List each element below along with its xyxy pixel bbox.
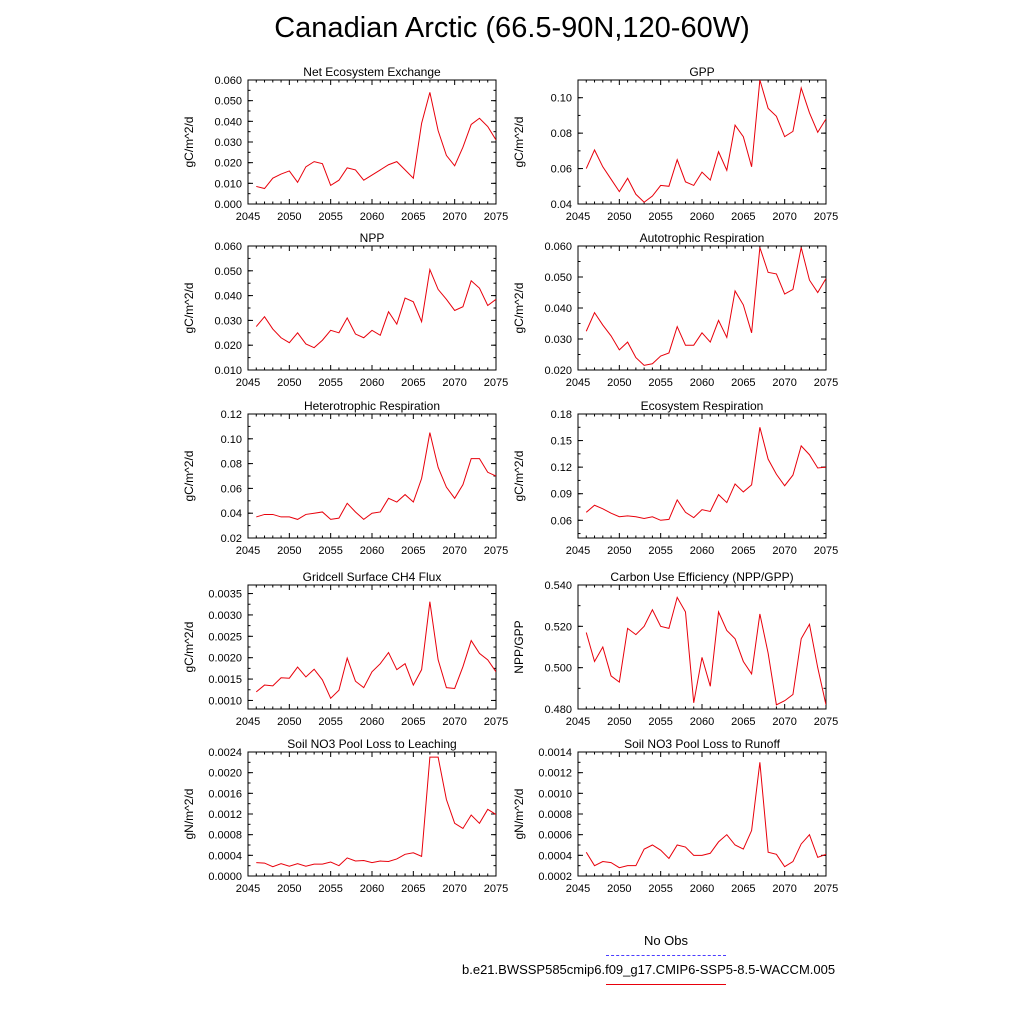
panel-5-x-tick-label: 2045 [235, 545, 261, 557]
panel-4-x-tick-label: 2050 [607, 377, 632, 389]
panel-4-x-tick-label: 2070 [772, 377, 797, 389]
panel-1-y-tick-label: 0.050 [214, 95, 242, 108]
panel-7-x-tick-label: 2055 [318, 716, 343, 728]
panel-3-x-tick-label: 2075 [483, 377, 509, 389]
panel-1-x-tick-label: 2045 [235, 211, 261, 223]
panel-7-title: Gridcell Surface CH4 Flux [302, 570, 442, 584]
panel-7-x-tick-label: 2050 [277, 716, 302, 728]
panel-3-y-tick-label: 0.010 [214, 365, 242, 377]
panel-5-y-tick-label: 0.02 [220, 533, 242, 545]
panel-5-y-tick-label: 0.12 [220, 409, 242, 421]
panel-1-y-tick-label: 0.030 [214, 137, 242, 149]
panel-10-x-tick-label: 2045 [565, 883, 591, 895]
panel-1-x-tick-label: 2065 [401, 211, 426, 223]
panel-2-x-tick-label: 2070 [772, 211, 797, 223]
panel-5-title: Heterotrophic Respiration [303, 399, 441, 413]
panel-5-x-tick-label: 2055 [318, 545, 343, 557]
panel-3-x-tick-label: 2060 [359, 377, 385, 389]
panel-2-series-line [586, 80, 826, 202]
panel-9-x-tick-label: 2060 [359, 883, 385, 895]
panel-9-x-tick-label: 2065 [401, 883, 426, 895]
panel-6-x-tick-label: 2075 [813, 545, 839, 557]
panel-8-x-tick-label: 2055 [648, 716, 673, 728]
panel-5-y-tick-label: 0.04 [220, 508, 242, 521]
panel-10-x-tick-label: 2060 [689, 883, 715, 895]
panel-7-x-tick-label: 2075 [483, 716, 509, 728]
panel-8-x-tick-label: 2045 [565, 716, 591, 728]
panel-10-x-tick-label: 2055 [648, 883, 673, 895]
panel-6-title: Ecosystem Respiration [640, 399, 764, 413]
panel-5-x-tick-label: 2050 [277, 545, 302, 557]
panel-1-x-tick-label: 2050 [277, 211, 302, 223]
panel-10-y-tick-label: 0.0014 [538, 747, 572, 759]
panel-9-x-tick-label: 2050 [277, 883, 302, 895]
panel-9-y-tick-label: 0.0020 [208, 767, 242, 780]
panel-7-x-tick-label: 2045 [235, 716, 261, 728]
panel-5-x-tick-label: 2070 [442, 545, 467, 557]
panel-9-x-tick-label: 2055 [318, 883, 343, 895]
panel-9-y-tick-label: 0.0024 [208, 747, 242, 759]
panel-8-frame [578, 585, 826, 709]
panel-3-y-tick-label: 0.040 [214, 290, 242, 303]
panel-1-title: Net Ecosystem Exchange [303, 65, 441, 79]
panel-8-x-tick-label: 2070 [772, 716, 797, 728]
panel-3-series-line [256, 270, 496, 348]
panel-6-x-tick-label: 2045 [565, 545, 591, 557]
panel-2-x-tick-label: 2060 [689, 211, 715, 223]
panel-7-x-tick-label: 2065 [401, 716, 426, 728]
panel-10-y-tick-label: 0.0012 [538, 767, 572, 780]
panel-9-y-tick-label: 0.0004 [208, 850, 242, 863]
panel-2-title: GPP [689, 65, 715, 79]
panel-3-x-tick-label: 2050 [277, 377, 302, 389]
panel-7-y-axis-label: gC/m^2/d [182, 621, 196, 673]
panel-2-y-tick-label: 0.04 [550, 199, 572, 211]
panel-6-x-tick-label: 2070 [772, 545, 797, 557]
panel-1-x-tick-label: 2070 [442, 211, 467, 223]
panel-9-x-tick-label: 2075 [483, 883, 509, 895]
panel-7-x-tick-label: 2070 [442, 716, 467, 728]
panel-6-y-tick-label: 0.12 [550, 462, 572, 475]
panel-8-x-tick-label: 2050 [607, 716, 632, 728]
panel-5-y-tick-label: 0.08 [220, 458, 242, 471]
panel-10-series-line [586, 762, 826, 867]
panel-7-y-tick-label: 0.0015 [208, 674, 242, 687]
panel-7-series-line [256, 602, 496, 699]
legend-sim-line [606, 984, 726, 985]
legend-sim-label: b.e21.BWSSP585cmip6.f09_g17.CMIP6-SSP5-8.5-WACCM.005 [462, 962, 836, 977]
panel-4-y-axis-label: gC/m^2/d [512, 282, 526, 334]
panel-4-frame [578, 246, 826, 370]
panel-8-title: Carbon Use Efficiency (NPP/GPP) [610, 570, 794, 584]
panel-5-y-tick-label: 0.06 [220, 483, 242, 496]
panel-4-title: Autotrophic Respiration [639, 231, 765, 245]
panel-2-x-tick-label: 2065 [731, 211, 756, 223]
panel-10-x-tick-label: 2075 [813, 883, 839, 895]
panel-4-y-tick-label: 0.020 [544, 365, 572, 377]
panel-9-y-tick-label: 0.0008 [208, 829, 242, 842]
panel-1-y-tick-label: 0.040 [214, 116, 242, 129]
panel-9-y-tick-label: 0.0016 [208, 788, 242, 801]
panel-4-x-tick-label: 2065 [731, 377, 756, 389]
panel-1-series-line [256, 92, 496, 188]
panel-3-x-tick-label: 2070 [442, 377, 467, 389]
panel-9-x-tick-label: 2045 [235, 883, 261, 895]
panel-6-y-axis-label: gC/m^2/d [512, 450, 526, 502]
panel-9-y-tick-label: 0.0012 [208, 809, 242, 821]
panel-10-x-tick-label: 2070 [772, 883, 797, 895]
panel-3-title: NPP [359, 231, 385, 245]
panel-2-y-tick-label: 0.10 [550, 92, 572, 105]
panel-1-y-tick-label: 0.020 [214, 157, 242, 170]
panel-10-y-tick-label: 0.0008 [538, 809, 572, 821]
panel-8-series-line [586, 597, 826, 704]
panel-1-y-axis-label: gC/m^2/d [182, 116, 196, 168]
panel-6-y-tick-label: 0.09 [550, 488, 572, 501]
panel-1-x-tick-label: 2075 [483, 211, 509, 223]
panel-10-y-tick-label: 0.0006 [538, 829, 572, 842]
panel-10-y-tick-label: 0.0010 [538, 788, 572, 801]
panel-8-x-tick-label: 2075 [813, 716, 839, 728]
panel-2-x-tick-label: 2075 [813, 211, 839, 223]
panel-5-frame [248, 414, 496, 538]
panel-6-x-tick-label: 2065 [731, 545, 756, 557]
panel-3-y-axis-label: gC/m^2/d [182, 282, 196, 334]
panel-7-x-tick-label: 2060 [359, 716, 385, 728]
panel-5-y-axis-label: gC/m^2/d [182, 450, 196, 502]
panel-3-y-tick-label: 0.050 [214, 265, 242, 278]
panel-4-y-tick-label: 0.040 [544, 303, 572, 315]
panel-3-y-tick-label: 0.060 [214, 241, 242, 253]
panel-10-x-tick-label: 2050 [607, 883, 632, 895]
panel-2-y-axis-label: gC/m^2/d [512, 116, 526, 168]
panel-4-x-tick-label: 2060 [689, 377, 715, 389]
panel-10-x-tick-label: 2065 [731, 883, 756, 895]
panel-6-series-line [586, 427, 826, 520]
panel-6-x-tick-label: 2050 [607, 545, 632, 557]
panel-6-frame [578, 414, 826, 538]
panel-9-y-axis-label: gN/m^2/d [182, 788, 196, 840]
panel-3-y-tick-label: 0.030 [214, 315, 242, 328]
panel-4-series-line [586, 248, 826, 366]
panel-1-y-tick-label: 0.010 [214, 178, 242, 191]
panel-2-x-tick-label: 2055 [648, 211, 673, 223]
panel-5-x-tick-label: 2065 [401, 545, 426, 557]
panel-6-x-tick-label: 2060 [689, 545, 715, 557]
panel-1-y-tick-label: 0.060 [214, 75, 242, 87]
panel-4-y-tick-label: 0.050 [544, 272, 572, 284]
panel-6-y-tick-label: 0.18 [550, 409, 572, 421]
panel-2-x-tick-label: 2045 [565, 211, 591, 223]
panel-10-title: Soil NO3 Pool Loss to Runoff [624, 737, 780, 751]
panel-1-y-tick-label: 0.000 [214, 199, 242, 211]
panel-7-y-tick-label: 0.0035 [208, 588, 242, 601]
panel-2-x-tick-label: 2050 [607, 211, 632, 223]
panel-3-x-tick-label: 2065 [401, 377, 426, 389]
panel-10-y-tick-label: 0.0002 [538, 871, 572, 883]
panel-9-y-tick-label: 0.0000 [208, 871, 242, 883]
panel-9-series-line [256, 757, 496, 867]
panel-5-x-tick-label: 2060 [359, 545, 385, 557]
panel-1-x-tick-label: 2060 [359, 211, 385, 223]
panel-3-y-tick-label: 0.020 [214, 340, 242, 353]
panel-5-y-tick-label: 0.10 [220, 433, 242, 446]
figure-title: Canadian Arctic (66.5-90N,120-60W) [274, 12, 750, 44]
panel-7-y-tick-label: 0.0025 [208, 631, 242, 644]
panel-7-y-tick-label: 0.0020 [208, 652, 242, 665]
panel-1-frame [248, 80, 496, 204]
panel-9-x-tick-label: 2070 [442, 883, 467, 895]
panel-1-x-tick-label: 2055 [318, 211, 343, 223]
panel-7-y-tick-label: 0.0030 [208, 609, 242, 622]
panel-2-y-tick-label: 0.06 [550, 163, 572, 176]
panel-3-frame [248, 246, 496, 370]
panel-8-y-tick-label: 0.540 [544, 580, 572, 592]
panel-8-x-tick-label: 2060 [689, 716, 715, 728]
panel-10-frame [578, 752, 826, 876]
panel-2-y-tick-label: 0.08 [550, 128, 572, 141]
panel-4-x-tick-label: 2055 [648, 377, 673, 389]
panel-5-x-tick-label: 2075 [483, 545, 509, 557]
panel-5-series-line [256, 433, 496, 520]
panel-8-y-axis-label: NPP/GPP [512, 620, 526, 674]
panel-4-y-tick-label: 0.030 [544, 334, 572, 346]
panel-4-x-tick-label: 2045 [565, 377, 591, 389]
panel-8-y-tick-label: 0.500 [544, 662, 572, 675]
panel-6-x-tick-label: 2055 [648, 545, 673, 557]
panel-9-title: Soil NO3 Pool Loss to Leaching [287, 737, 457, 751]
panel-8-y-tick-label: 0.520 [544, 621, 572, 634]
panel-6-y-tick-label: 0.15 [550, 435, 572, 448]
legend-obs-label: No Obs [643, 933, 689, 948]
panel-4-y-tick-label: 0.060 [544, 241, 572, 253]
panel-10-y-tick-label: 0.0004 [538, 850, 572, 863]
panel-9-frame [248, 752, 496, 876]
panel-8-y-tick-label: 0.480 [544, 704, 572, 716]
panel-8-x-tick-label: 2065 [731, 716, 756, 728]
panel-10-y-axis-label: gN/m^2/d [512, 788, 526, 840]
legend-obs-line [606, 955, 726, 956]
panel-6-y-tick-label: 0.06 [550, 515, 572, 528]
panel-3-x-tick-label: 2055 [318, 377, 343, 389]
panel-4-x-tick-label: 2075 [813, 377, 839, 389]
panel-3-x-tick-label: 2045 [235, 377, 261, 389]
panel-7-y-tick-label: 0.0010 [208, 695, 242, 708]
panel-7-frame [248, 585, 496, 709]
